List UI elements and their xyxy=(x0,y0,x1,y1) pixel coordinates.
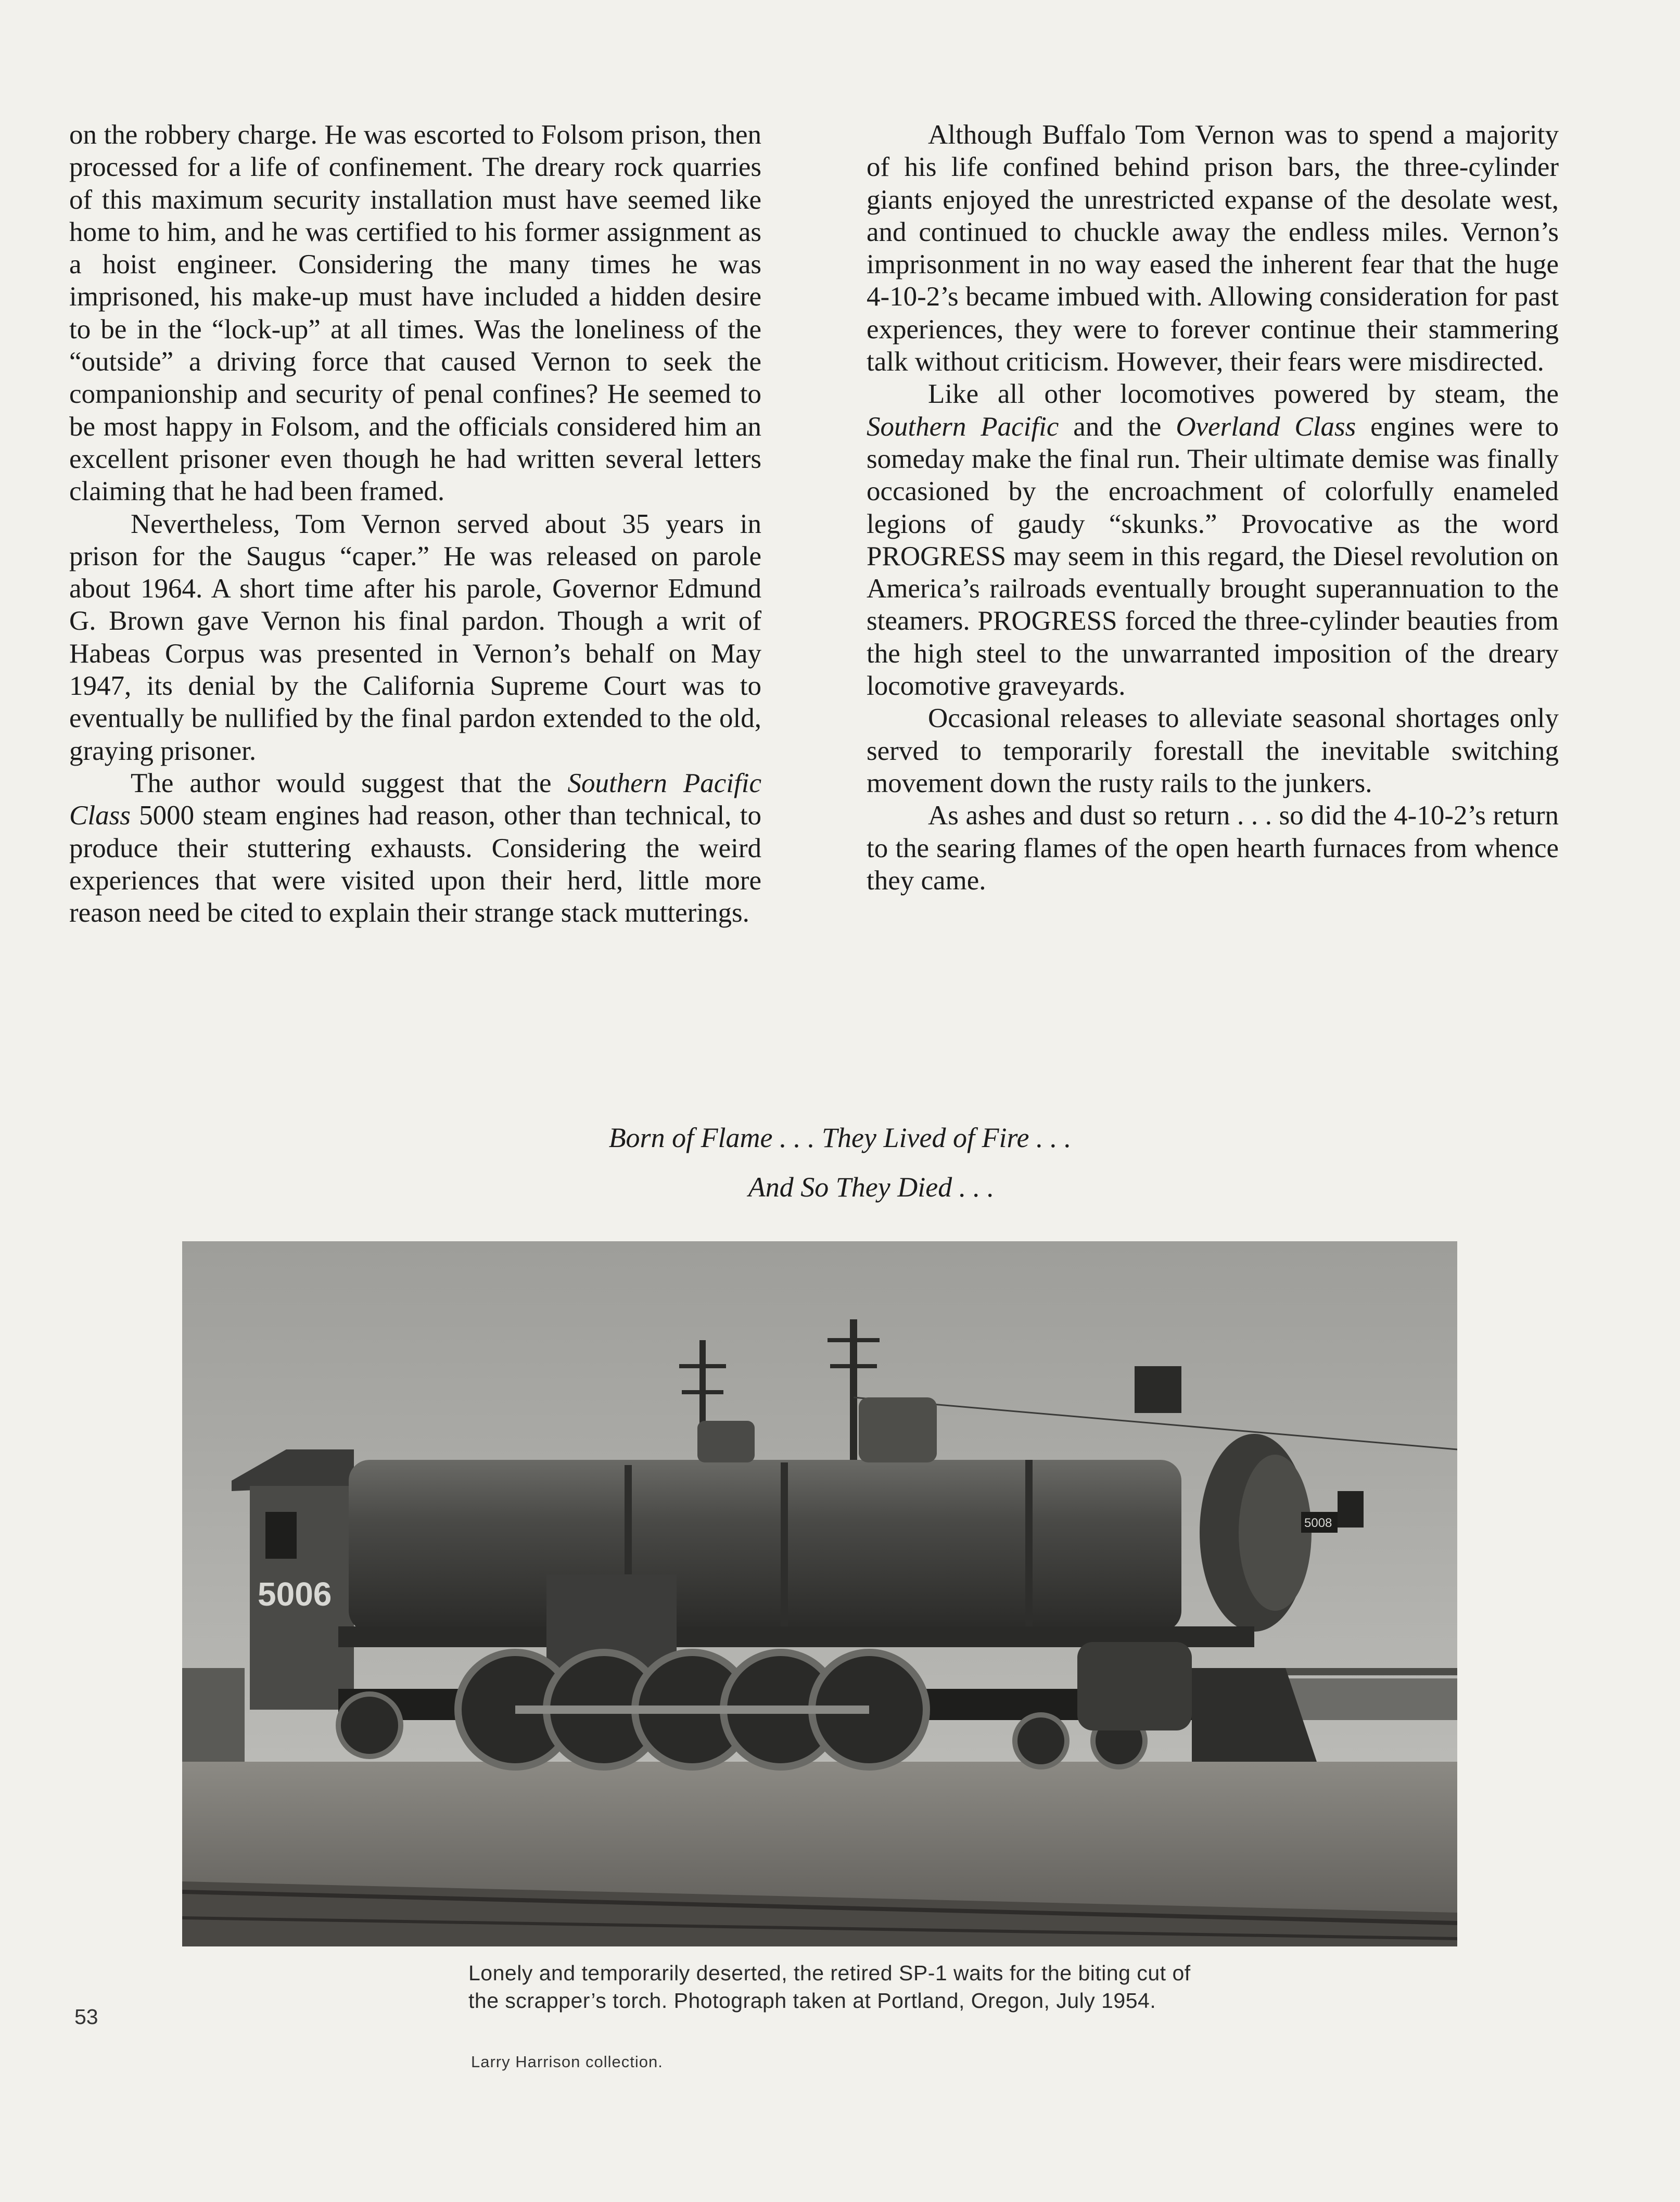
locomotive-illustration xyxy=(182,1241,1457,1946)
text-run: and the xyxy=(1059,411,1176,442)
boiler-band xyxy=(781,1462,788,1626)
steam-dome xyxy=(859,1397,937,1462)
headlight xyxy=(1338,1491,1364,1528)
boiler-band xyxy=(1025,1460,1033,1626)
boiler xyxy=(349,1460,1181,1632)
italic-term: Southern Pacific xyxy=(867,411,1059,442)
left-paragraph-2: Nevertheless, Tom Vernon served about 35 years in prison for the Saugus “caper.” He was released on parole about 1964. A short time after his parole, Governor Edmund G. Brown gave Vernon his final pardon. Though a writ of Habeas Corpus was presented in Vernon’s behalf on May 1947, its denial by the California Supreme Court was to eventually be nullified by the final pardon extended to the old, graying prisoner. xyxy=(69,508,761,766)
text-run: engines were to someday make the final run. Their ultimate demise was finally occasioned by the encroachment of colorfully enameled legions of gaudy “skunks.” Provocative as the word PROGRESS may seem in this regard, the Diesel revolution on America’s railroads eventually brought superannuation to the steamers. PROGRESS forced the three-cylinder beauties from the high steel to the unwarranted imposition of the dreary locomotive graveyards. xyxy=(867,411,1559,702)
shed-left xyxy=(182,1668,245,1767)
sand-dome xyxy=(697,1421,755,1462)
left-column xyxy=(69,119,761,929)
smokebox-door xyxy=(1239,1455,1312,1611)
right-column xyxy=(867,119,1559,897)
front-cylinder xyxy=(1077,1642,1192,1730)
right-paragraph-3: Occasional releases to alleviate seasonal shortages only served to temporarily forestall the inevitable switching movement down the rusty rails to the junkers. xyxy=(867,703,1559,798)
page-number: 53 xyxy=(74,2005,98,2029)
right-paragraph-4: As ashes and dust so return . . . so did the 4-10-2’s return to the searing flames of the open hearth furnaces from whence they came. xyxy=(867,800,1559,896)
motto-line-2: And So They Died . . . xyxy=(748,1172,995,1203)
bridge-right xyxy=(1275,1678,1457,1720)
text-run: The author would suggest that the xyxy=(131,768,568,798)
cab-window xyxy=(265,1512,297,1559)
pilot-wheel xyxy=(1015,1715,1067,1767)
motto-line-1: Born of Flame . . . They Lived of Fire . . . xyxy=(608,1122,1072,1153)
number-plate-text: 5008 xyxy=(1304,1516,1332,1530)
right-paragraph-1: Although Buffalo Tom Vernon was to spend a majority of his life confined behind prison bars, the three-cylinder giants enjoyed the unrestricted expanse of the desolate west, and continued to chuckle away the endless miles. Vernon’s imprisonment in no way eased the inherent fear that the huge 4-10-2’s became imbued with. Allowing consideration for past experiences, they were to forever continue their stammering talk without criticism. However, their fears were misdirected. xyxy=(867,120,1559,377)
locomotive-photo xyxy=(182,1241,1457,1946)
left-paragraph-3 xyxy=(69,767,761,929)
photo-credit: Larry Harrison collection. xyxy=(471,2053,663,2071)
left-paragraph-1: on the robbery charge. He was escorted to Folsom prison, then processed for a life of confinement. The dreary rock quarries of this maximum security installation must have seemed like home to him, and he was certified to his former assignment as a hoist engineer. Considering the many times he was imprisoned, his make-up must have included a hidden desire to be in the “lock-up” at all times. Was the loneliness of the “outside” a driving force that caused Vernon to seek the companionship and security of penal confines? He seemed to be most happy in Folsom, and the officials considered him an excellent prisoner even though he had written several letters claiming that he had been framed. xyxy=(69,120,761,507)
stack xyxy=(1135,1366,1181,1413)
bridge-rail xyxy=(1275,1668,1457,1675)
italic-term: Southern Pacific Class xyxy=(69,768,761,831)
right-paragraph-2 xyxy=(867,378,1559,702)
trailing-wheel xyxy=(338,1694,401,1756)
text-run: Like all other locomotives powered by steam, the xyxy=(928,379,1559,410)
italic-term: Overland Class xyxy=(1176,411,1356,442)
text-run: 5000 steam engines had reason, other than technical, to produce their stuttering exhausts. Considering the weird experiences that were visited upon their herd, little more reason need be cited to explain their strange stack mutterings. xyxy=(69,800,761,928)
cab-number: 5006 xyxy=(258,1575,332,1613)
photo-caption: Lonely and temporarily deserted, the retired SP-1 waits for the biting cut of the scrapper’s torch. Photograph taken at Portland, Oregon, July 1954. xyxy=(468,1961,1191,2013)
